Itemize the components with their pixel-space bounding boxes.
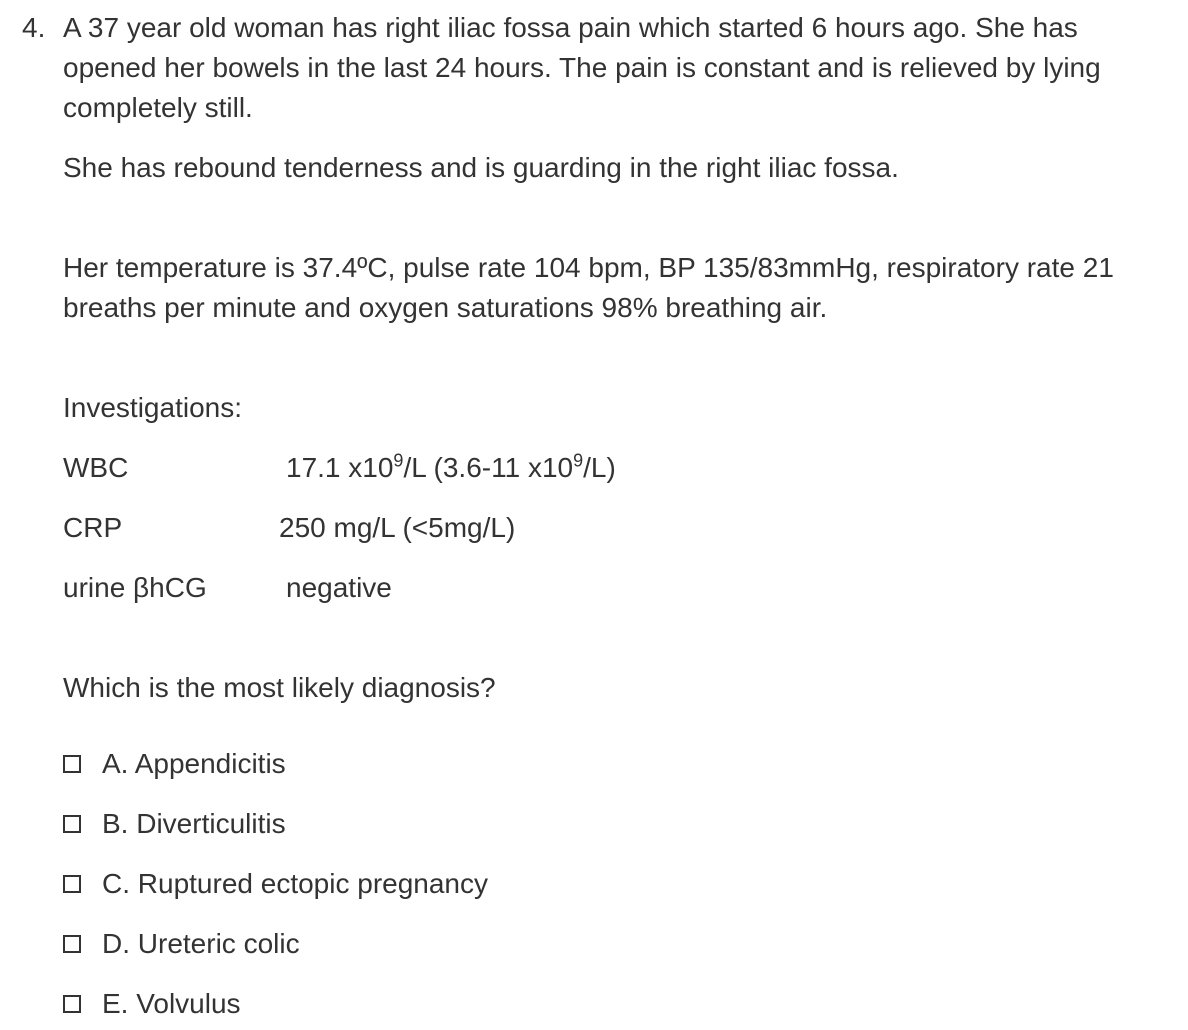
option-d-checkbox[interactable] (63, 935, 81, 953)
wbc-value (286, 448, 616, 488)
vitals-line-1: Her temperature is 37.4ºC, pulse rate 104 bpm, BP 135/83mmHg, respiratory rate 21 (63, 252, 1114, 283)
option-b-label[interactable]: B. Diverticulitis (102, 808, 286, 839)
hcg-name: urine βhCG (63, 572, 207, 603)
option-c-label[interactable]: C. Ruptured ectopic pregnancy (102, 868, 488, 899)
wbc-value-part-2: /L (3.6-11 x10 (403, 452, 574, 483)
question-number: 4. (22, 12, 46, 43)
crp-value: 250 mg/L (<5mg/L) (279, 512, 516, 543)
option-e-checkbox[interactable] (63, 995, 81, 1013)
option-b-checkbox[interactable] (63, 815, 81, 833)
option-a-label[interactable]: A. Appendicitis (102, 748, 286, 779)
crp-name: CRP (63, 512, 123, 543)
option-e-label[interactable]: E. Volvulus (102, 988, 241, 1019)
question-stem-line-3: completely still. (63, 92, 253, 123)
wbc-exponent-1: 9 (393, 450, 404, 471)
hcg-value: negative (286, 572, 392, 603)
wbc-value-part-3: /L) (583, 452, 616, 483)
option-a-checkbox[interactable] (63, 755, 81, 773)
question-stem-line-2: opened her bowels in the last 24 hours. The pain is constant and is relieved by lying (63, 52, 1101, 83)
wbc-exponent-2: 9 (573, 450, 584, 471)
question-prompt: Which is the most likely diagnosis? (63, 672, 496, 703)
investigations-heading: Investigations: (63, 392, 242, 423)
wbc-name: WBC (63, 452, 129, 483)
option-c-checkbox[interactable] (63, 875, 81, 893)
option-d-label[interactable]: D. Ureteric colic (102, 928, 300, 959)
exam-finding: She has rebound tenderness and is guarding in the right iliac fossa. (63, 152, 899, 183)
question-stem-line-1: A 37 year old woman has right iliac fossa pain which started 6 hours ago. She has (63, 12, 1078, 43)
wbc-value-part-1: 17.1 x10 (286, 452, 394, 483)
vitals-line-2: breaths per minute and oxygen saturations 98% breathing air. (63, 292, 828, 323)
